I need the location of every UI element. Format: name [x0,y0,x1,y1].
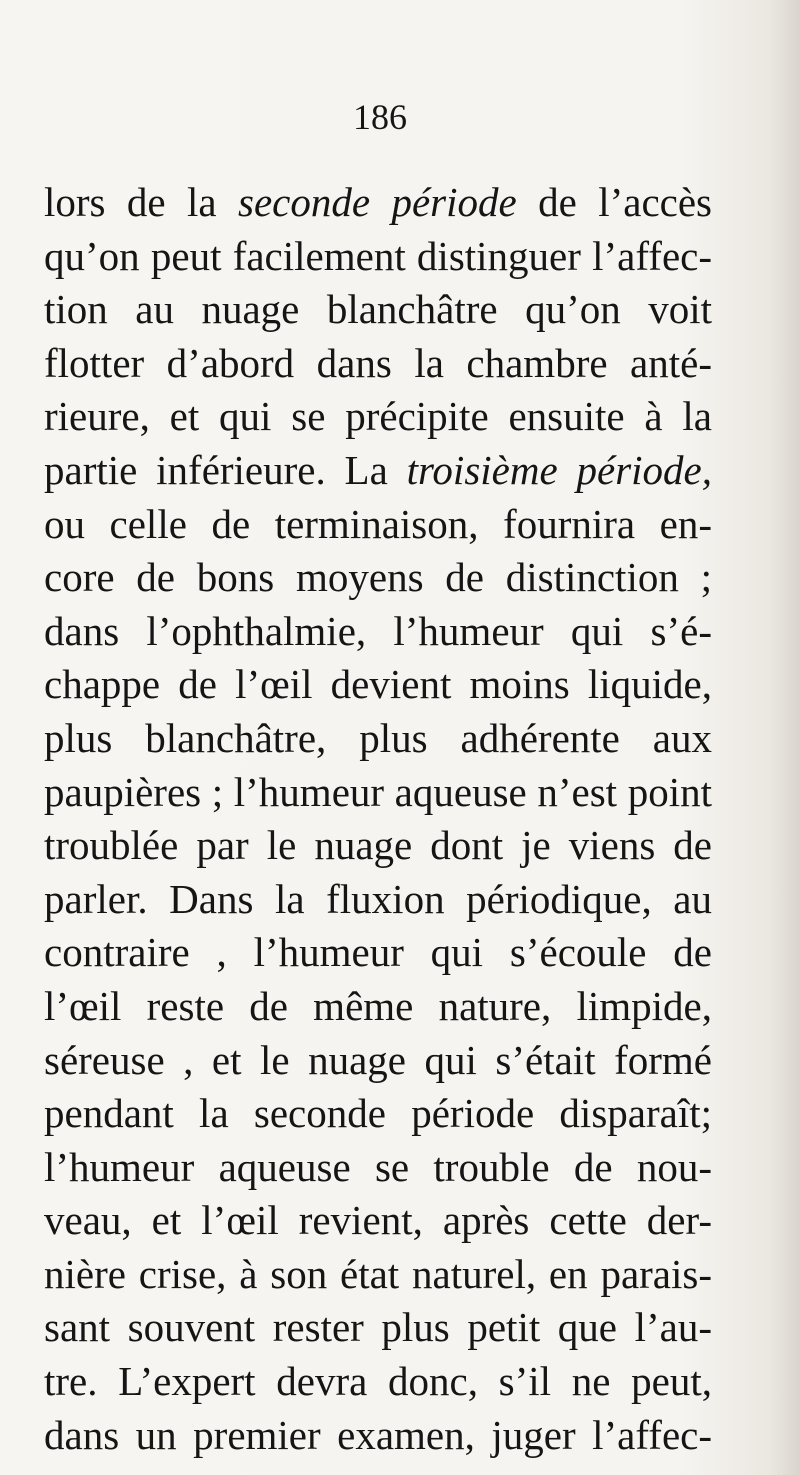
text-segment: plus blanchâtre, plus adhérente aux [44,714,712,761]
text-line [44,980,712,1034]
italic-text: troisième période, [406,446,712,493]
text-segment: rieure, et qui se précipite ensuite à la [44,393,712,440]
text-segment: lors de la [44,179,238,225]
text-segment: tre. L’expert devra donc, s’il ne peut, [44,1358,712,1405]
text-segment: pendant la seconde période disparaît; [44,1090,712,1137]
text-segment: veau, et l’œil revient, après cette der- [44,1197,712,1244]
italic-text: seconde période [238,179,517,225]
page-number: 186 [353,97,407,137]
text-line [44,873,712,927]
text-line [44,658,712,712]
text-segment: paupières ; l’humeur aqueuse n’est point [44,768,712,815]
text-segment: contraire , l’humeur qui s’écoule de [44,929,712,976]
text-segment: sant souvent rester plus petit que l’au- [44,1304,712,1351]
body-text [44,176,712,1462]
text-line [44,1248,712,1302]
text-segment: flotter d’abord dans la chambre anté- [44,339,712,386]
text-line [44,1355,712,1409]
text-line [44,337,712,391]
text-segment: core de bons moyens de distinction ; [44,554,712,601]
text-segment: parler. Dans la fluxion périodique, au [44,875,712,922]
text-line [44,605,712,659]
text-line [44,390,712,444]
text-line [44,926,712,980]
text-segment: tion au nuage blanchâtre qu’on voit [44,286,712,333]
text-segment: partie inférieure. La [44,446,407,493]
text-segment: chappe de l’œil devient moins liquide, [44,661,712,708]
text-segment: dans l’ophthalmie, l’humeur qui s’é- [44,607,712,654]
text-segment: l’humeur aqueuse se trouble de nou- [44,1143,712,1190]
text-segment: de l’accès [516,179,712,225]
text-line [44,551,712,605]
text-segment: séreuse , et le nuage qui s’était formé [44,1036,712,1083]
text-line [44,1141,712,1195]
text-segment: nière crise, à son état naturel, en parais- [44,1250,712,1297]
text-line [44,1087,712,1141]
text-segment: dans un premier examen, juger l’affec- [44,1411,712,1458]
text-line [44,176,712,230]
text-line [44,712,712,766]
text-line [44,1409,712,1463]
text-line [44,1194,712,1248]
text-line [44,1301,712,1355]
text-line [44,819,712,873]
text-line [44,230,712,284]
text-line [44,283,712,337]
text-line [44,444,712,498]
text-segment: ou celle de terminaison, fournira en- [44,500,712,547]
text-segment: troublée par le nuage dont je viens de [44,822,712,869]
text-line [44,766,712,820]
text-segment: qu’on peut facilement distinguer l’affec- [44,232,712,279]
text-segment: l’œil reste de même nature, limpide, [44,982,712,1029]
text-line [44,498,712,552]
text-line [44,1034,712,1088]
